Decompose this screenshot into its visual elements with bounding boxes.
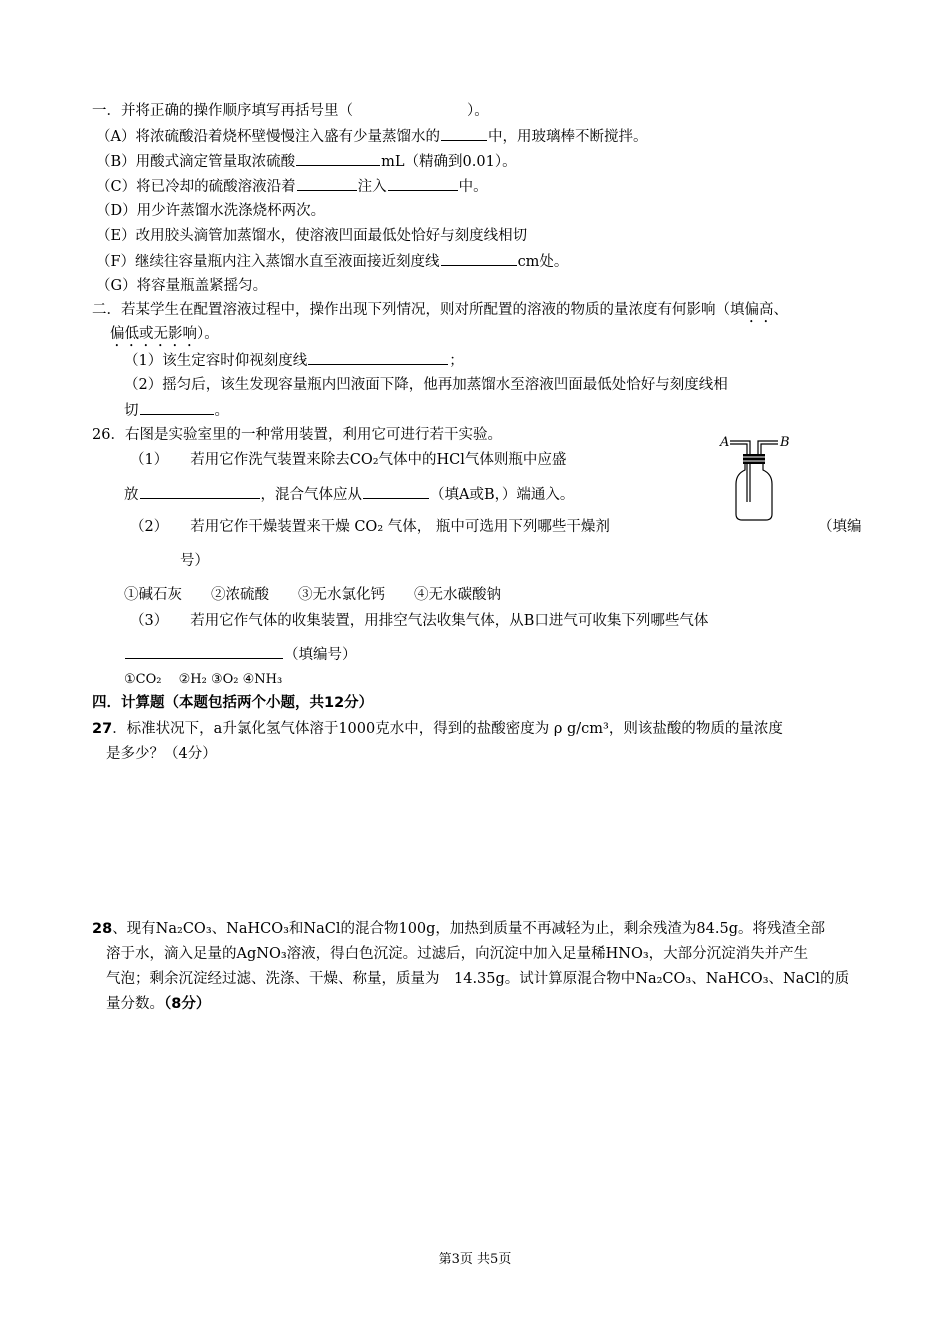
section-4-title: 四．计算题（本题包括两个小题，共12分） (92, 695, 374, 711)
step-c-text-mid: 注入 (357, 179, 387, 195)
step-d: （D）用少许蒸馏水洗涤烧杯两次。 (96, 203, 326, 219)
port-b-label: B (780, 435, 790, 450)
q26-part3 (130, 611, 708, 631)
port-a-label: A (720, 435, 730, 450)
sub1-blank[interactable] (308, 350, 448, 365)
part2-emphasis-1: 偏高、 (744, 302, 788, 318)
q28-line4 (106, 994, 210, 1014)
q28-text-1: 、现有Na₂CO₃、NaHCO₃和NaCl的混合物100g，加热到质量不再减轻为止，剩余残渣为84.5g。将残渣全部 (112, 921, 825, 937)
step-f (96, 251, 568, 272)
sub1-text: （1）该生定容时仰视刻度线 (124, 353, 308, 369)
part2-line2 (110, 324, 219, 350)
q27-number: 27 (92, 721, 113, 737)
q26-part2 (130, 517, 610, 537)
q26-p3-text: 若用它作气体的收集装置，用排空气法收集气体，从B口进气可收集下列哪些气体 (190, 613, 709, 629)
q25-intro-end: ）。 (467, 103, 489, 119)
step-b-blank[interactable] (296, 151, 380, 166)
q26-p3-num: （3） (130, 613, 169, 629)
q26-p1-blank-1[interactable] (140, 484, 260, 499)
step-f-text-end: cm处。 (517, 254, 569, 270)
sub2-blank[interactable] (140, 400, 214, 415)
step-c (96, 176, 488, 197)
page-footer: 第3页 共5页 (438, 1252, 512, 1267)
step-c-blank-2[interactable] (388, 176, 458, 191)
q27-text: ．标准状况下，a升氯化氢气体溶于1000克水中，得到的盐酸密度为 ρ g/cm³，则该盐酸的物质的量浓度 (112, 721, 783, 737)
q26-part1b (124, 484, 574, 505)
q26-p2-fill-hint: （填编 (818, 519, 862, 535)
q26-p3-blank[interactable] (125, 644, 283, 659)
part2-end: ）。 (197, 326, 219, 342)
step-a-text: （A）将浓硫酸沿着烧杯壁慢慢注入盛有少量蒸馏水的 (96, 129, 440, 145)
q26-p1-num: （1） (130, 452, 169, 468)
q26-p2-text: 若用它作干燥装置来干燥 CO₂ 气体， 瓶中可选用下列哪些干燥剂 (190, 519, 610, 535)
step-c-text: （C）将已冷却的硫酸溶液沿着 (96, 179, 296, 195)
q25-intro-text: 一．并将正确的操作顺序填写再括号里（ (92, 103, 353, 119)
bottle (736, 464, 772, 520)
q26-p2-end: 号） (180, 553, 209, 569)
q27-line2: 是多少？（4分） (106, 746, 217, 762)
q27-line1 (92, 719, 783, 739)
step-c-text-end: 中。 (458, 179, 488, 195)
order-answer-blank[interactable] (354, 101, 466, 115)
q26-p1-text: 若用它作洗气装置来除去CO₂气体中的HCl气体则瓶中应盛 (190, 452, 567, 468)
sub2b-text: 切 (124, 403, 139, 419)
q28-line1 (92, 919, 825, 939)
q26-gases: ①CO₂ ②H₂ ③O₂ ④NH₃ (124, 672, 283, 687)
q26-p2-num: （2） (130, 519, 169, 535)
gas-washing-bottle-diagram (718, 430, 798, 522)
q26-p3-end: （填编号） (284, 647, 357, 663)
sub-question-1 (124, 350, 464, 371)
q25-intro (92, 101, 489, 121)
q26-p1b-end: （填A或B，）端通入。 (430, 487, 575, 503)
step-a (96, 126, 647, 147)
q28-number: 28 (92, 921, 113, 937)
sub1-end: ； (449, 353, 464, 369)
step-b (96, 151, 517, 172)
part2-line1 (92, 300, 788, 326)
step-b-text-end: mL（精确到0.01）。 (381, 154, 517, 170)
q26-part3b (124, 644, 357, 665)
q28-points: （8分） (164, 996, 211, 1012)
q26-p1b-text: 放 (124, 487, 139, 503)
q26-options: ①碱石灰 ②浓硫酸 ③无水氯化钙 ④无水碳酸钠 (124, 587, 501, 603)
step-f-text: （F）继续往容量瓶内注入蒸馏水直至液面接近刻度线 (96, 254, 440, 270)
q28-line3: 气泡；剩余沉淀经过滤、洗涤、干燥、称量，质量为 14.35g。试计算原混合物中Na₂CO₃、NaHCO₃、NaCl的质 (106, 971, 850, 987)
q26-stem: 26．右图是实验室里的一种常用装置，利用它可进行若干实验。 (92, 427, 502, 443)
part2-emphasis-2: 偏低或无影响 (110, 326, 197, 342)
q28-text-4: 量分数。 (106, 996, 164, 1012)
sub-question-2b (124, 400, 229, 421)
q26-p1b-mid: ，混合气体应从 (260, 487, 362, 503)
part2-text: 二．若某学生在配置溶液过程中，操作出现下列情况，则对所配置的溶液的物质的量浓度有何影响（填 (92, 302, 745, 318)
sub2b-end: 。 (214, 403, 229, 419)
step-f-blank[interactable] (441, 251, 517, 266)
step-g: （G）将容量瓶盖紧摇匀。 (96, 278, 268, 294)
step-c-blank-1[interactable] (297, 176, 357, 191)
sub-question-2: （2）摇匀后，该生发现容量瓶内凹液面下降，他再加蒸馏水至溶液凹面最低处恰好与刻度线相 (124, 377, 728, 393)
q26-part1 (130, 450, 566, 470)
step-a-blank[interactable] (441, 126, 487, 141)
step-e: （E）改用胶头滴管加蒸馏水，使溶液凹面最低处恰好与刻度线相切 (96, 228, 528, 244)
q28-line2: 溶于水，滴入足量的AgNO₃溶液，得白色沉淀。过滤后，向沉淀中加入足量稀HNO₃，大部分沉淀消失并产生 (106, 946, 809, 962)
step-b-text: （B）用酸式滴定管量取浓硫酸 (96, 154, 296, 170)
step-a-text-end: 中，用玻璃棒不断搅拌。 (487, 129, 648, 145)
stopper (743, 454, 765, 464)
q26-p1-blank-2[interactable] (363, 484, 429, 499)
